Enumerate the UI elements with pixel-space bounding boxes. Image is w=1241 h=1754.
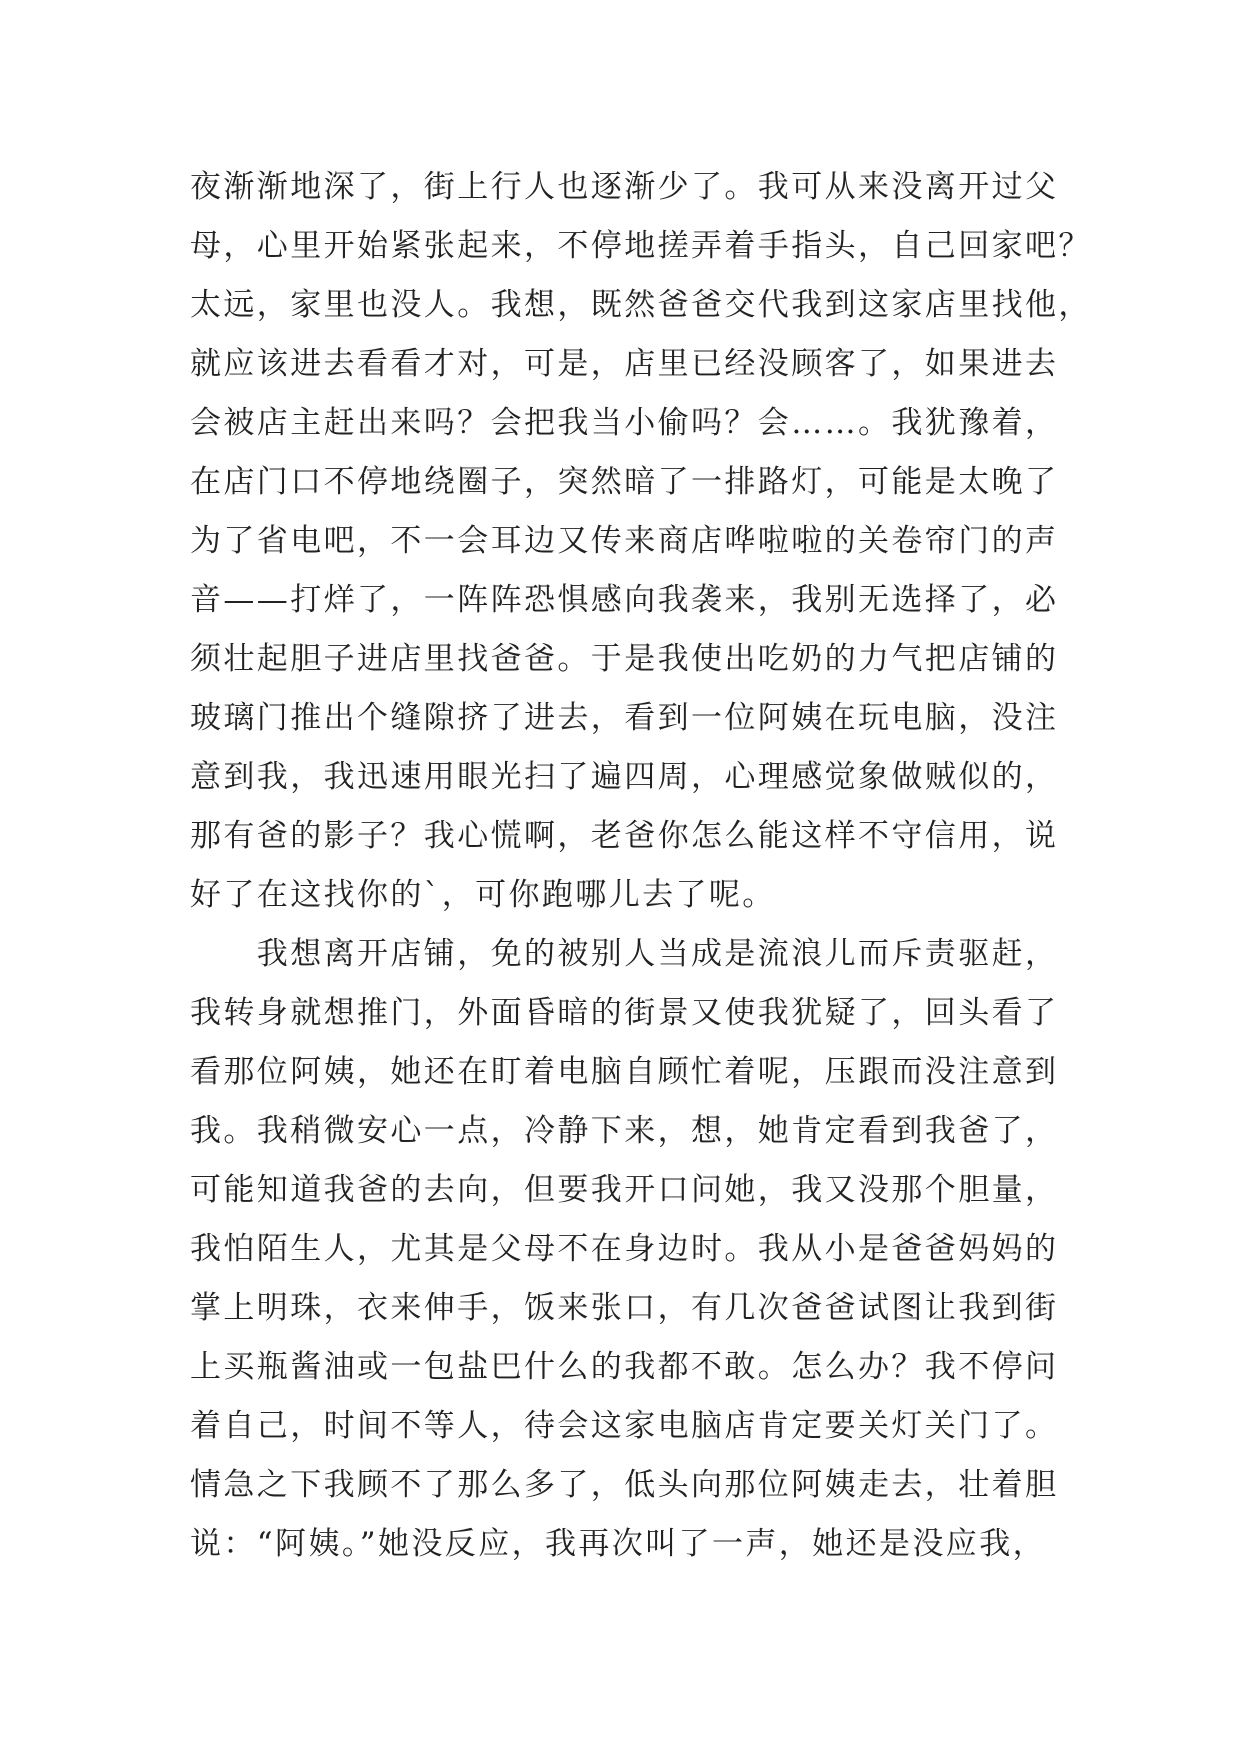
text-line: 会被店主赶出来吗？会把我当小偷吗？会……。我犹豫着， <box>190 405 1059 441</box>
text-line: 我。我稍微安心一点，冷静下来，想，她肯定看到我爸了， <box>190 1113 1059 1149</box>
text-line: 上买瓶酱油或一包盐巴什么的我都不敢。怎么办？我不停问 <box>190 1349 1059 1385</box>
text-line: 情急之下我顾不了那么多了，低头向那位阿姨走去，壮着胆 <box>190 1467 1059 1503</box>
text-line: 须壮起胆子进店里找爸爸。于是我使出吃奶的力气把店铺的 <box>190 641 1059 677</box>
text-line: 可能知道我爸的去向，但要我开口问她，我又没那个胆量， <box>190 1172 1059 1208</box>
text-line: 掌上明珠，衣来伸手，饭来张口，有几次爸爸试图让我到街 <box>190 1290 1059 1326</box>
text-line: 着自己，时间不等人，待会这家电脑店肯定要关灯关门了。 <box>190 1408 1059 1444</box>
text-line: 为了省电吧，不一会耳边又传来商店哗啦啦的关卷帘门的声 <box>190 523 1059 559</box>
text-line: 看那位阿姨，她还在盯着电脑自顾忙着呢，压跟而没注意到 <box>190 1054 1059 1090</box>
text-line: 就应该进去看看才对，可是，店里已经没顾客了，如果进去 <box>190 346 1059 382</box>
body-text <box>190 158 1092 1574</box>
text-line: 母，心里开始紧张起来，不停地搓弄着手指头，自己回家吧？ <box>190 228 1092 264</box>
text-line: 音——打烊了，一阵阵恐惧感向我袭来，我别无选择了，必 <box>190 582 1059 618</box>
text-line: 夜渐渐地深了，街上行人也逐渐少了。我可从来没离开过父 <box>190 169 1059 205</box>
text-line: 意到我，我迅速用眼光扫了遍四周，心理感觉象做贼似的， <box>190 759 1059 795</box>
paragraph-start-line: 我想离开店铺，免的被别人当成是流浪儿而斥责驱赶， <box>190 936 1059 972</box>
text-line: 说：“阿姨。”她没反应，我再次叫了一声，她还是没应我， <box>190 1526 1046 1562</box>
text-line: 太远，家里也没人。我想，既然爸爸交代我到这家店里找他， <box>190 287 1092 323</box>
text-line: 那有爸的影子？我心慌啊，老爸你怎么能这样不守信用，说 <box>190 818 1059 854</box>
text-line: 好了在这找你的`，可你跑哪儿去了呢。 <box>190 877 776 913</box>
text-line: 我转身就想推门，外面昏暗的街景又使我犹疑了，回头看了 <box>190 995 1059 1031</box>
text-line: 我怕陌生人，尤其是父母不在身边时。我从小是爸爸妈妈的 <box>190 1231 1059 1267</box>
text-line: 在店门口不停地绕圈子，突然暗了一排路灯，可能是太晚了 <box>190 464 1059 500</box>
text-line: 玻璃门推出个缝隙挤了进去，看到一位阿姨在玩电脑，没注 <box>190 700 1059 736</box>
